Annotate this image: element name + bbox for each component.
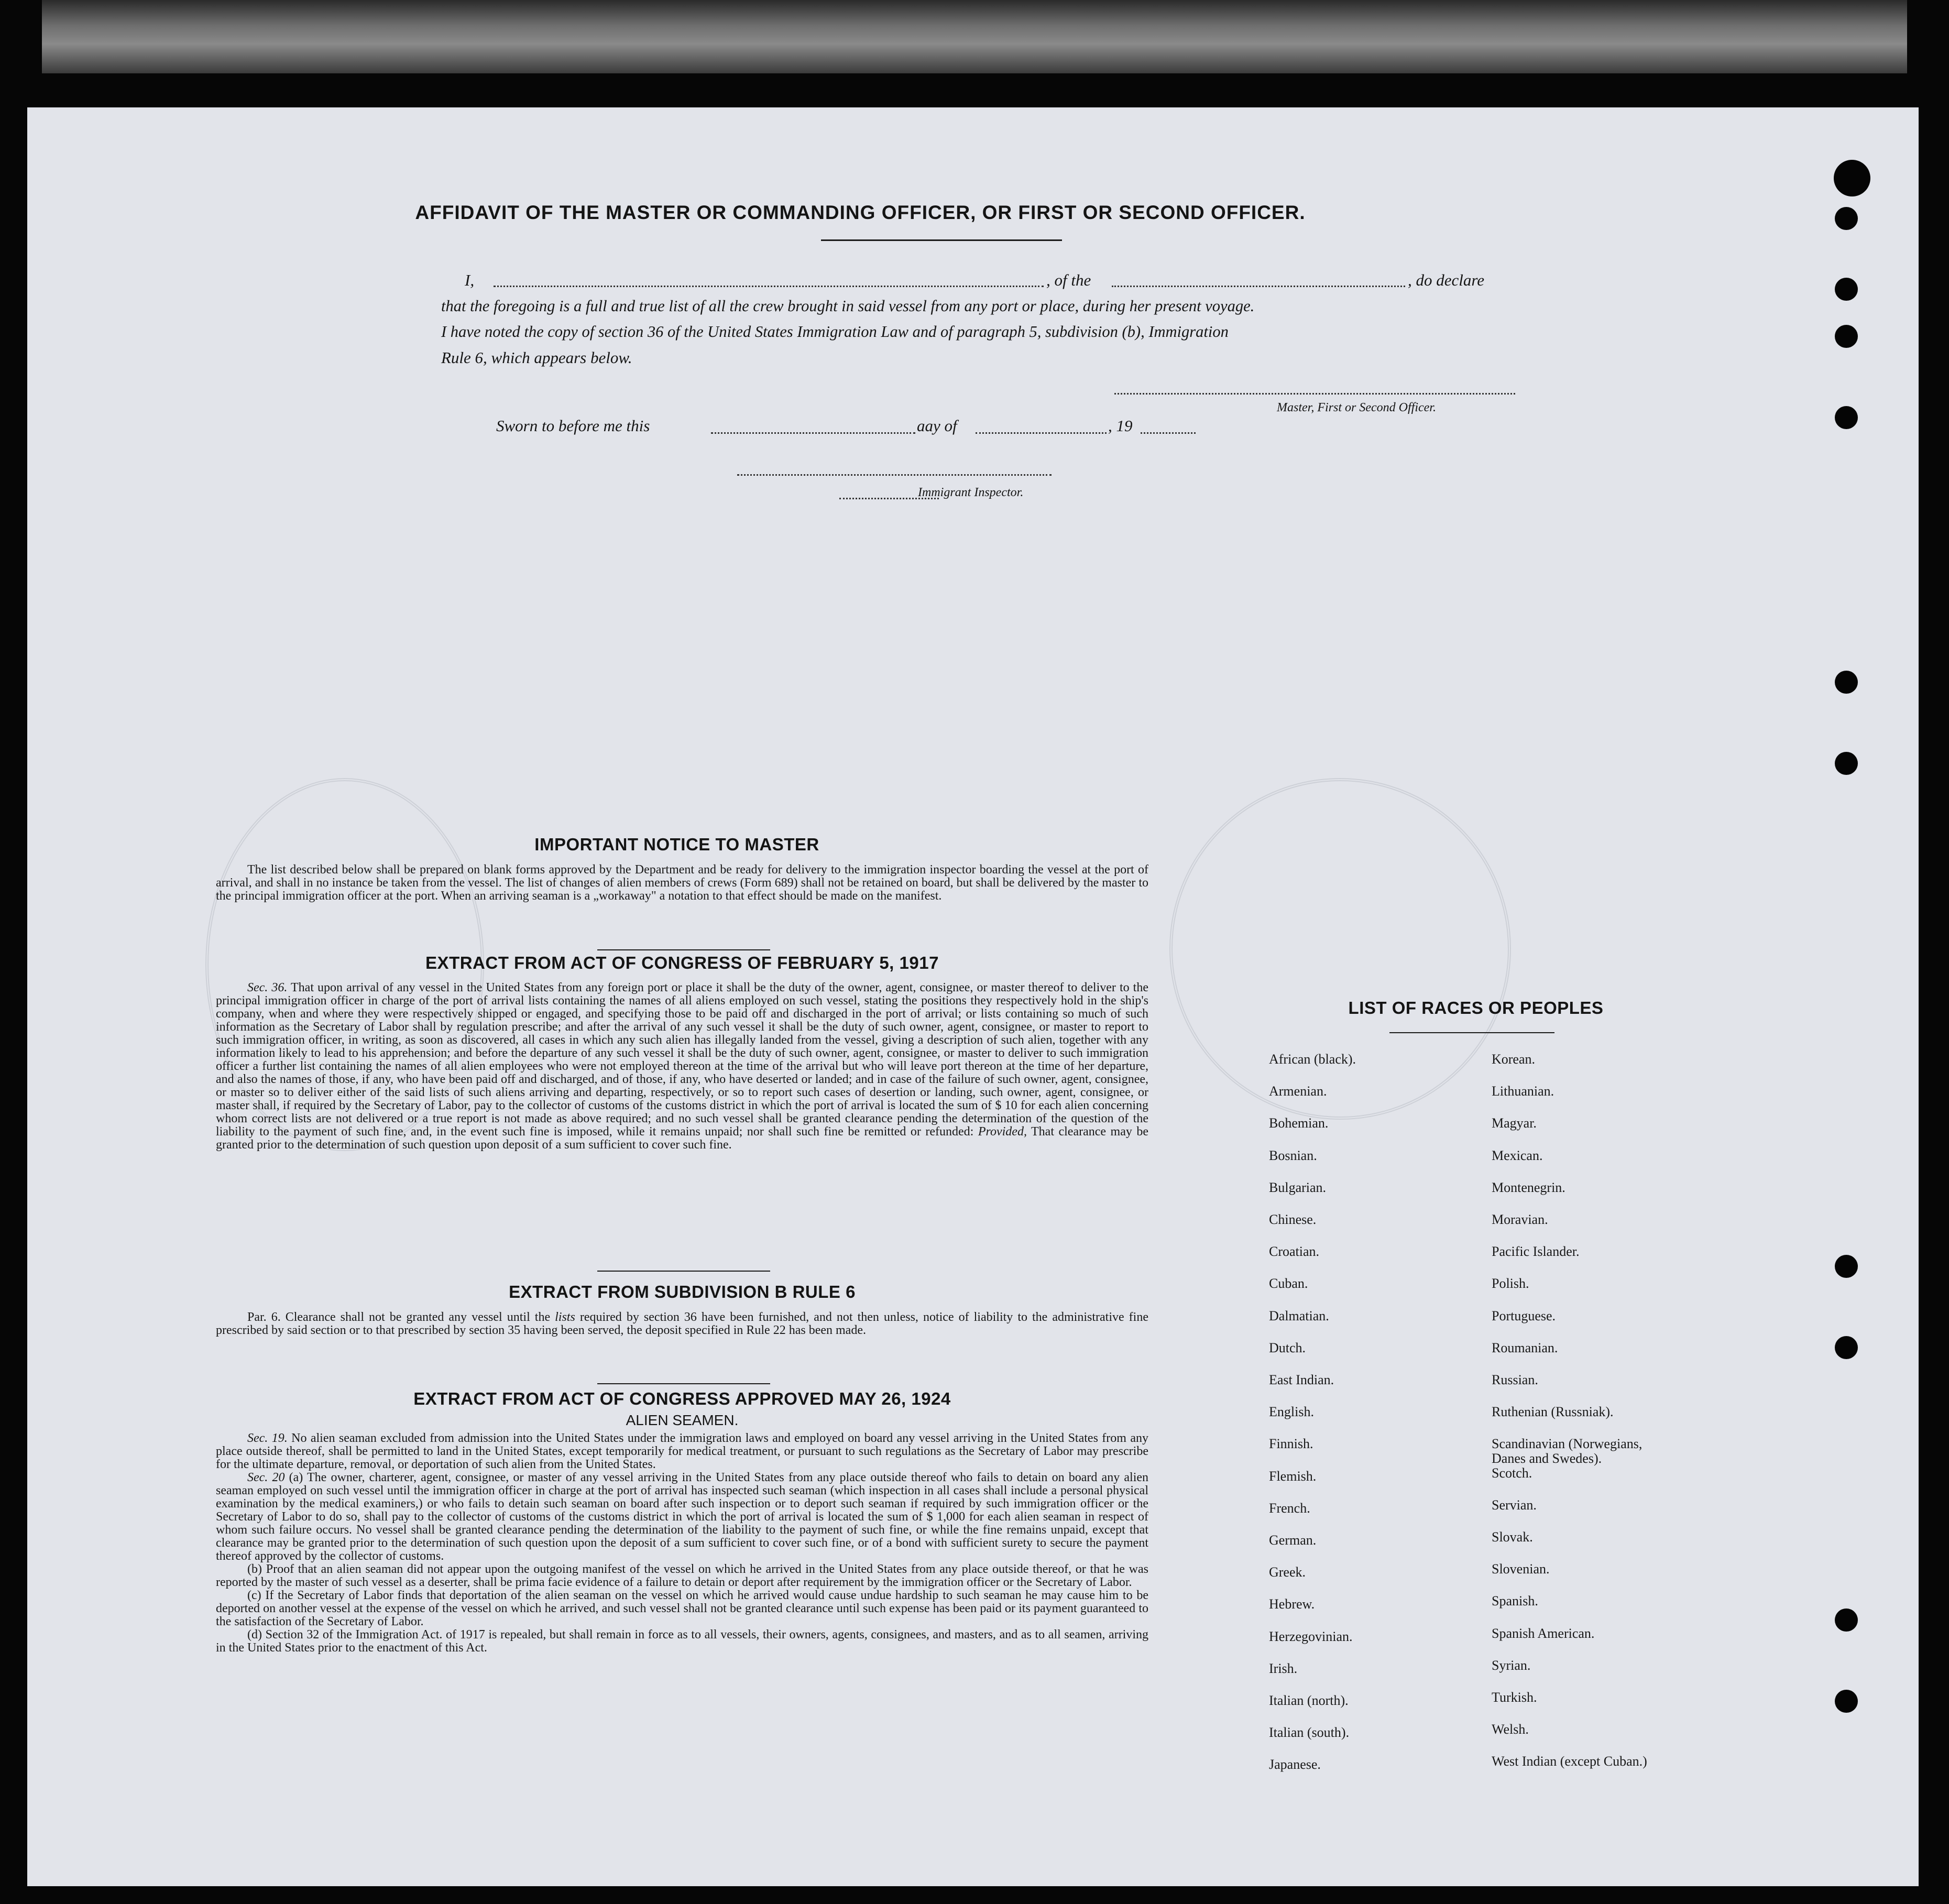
- race-entry: Bohemian.: [1269, 1115, 1329, 1131]
- sworn-year-field[interactable]: [1141, 432, 1196, 434]
- race-entry: East Indian.: [1269, 1372, 1334, 1387]
- race-entry: Hebrew.: [1269, 1596, 1315, 1612]
- race-entry: Welsh.: [1492, 1722, 1529, 1737]
- race-entry: Portuguese.: [1492, 1308, 1556, 1323]
- bleed-through: [90, 233, 95, 258]
- declaration-line-1: [465, 271, 1513, 292]
- divider: [597, 949, 770, 950]
- declarant-name-field[interactable]: [494, 286, 1044, 287]
- scanner-edge: [42, 0, 1907, 73]
- binder-hole: [1835, 325, 1858, 348]
- binder-hole: [1835, 1336, 1858, 1359]
- inspector-caption: Immigrant Inspector.: [918, 486, 1024, 499]
- officer-signature-field[interactable]: [1114, 393, 1515, 395]
- race-entry: English.: [1269, 1404, 1314, 1420]
- notice-text: [216, 863, 1148, 903]
- race-entry: Finnish.: [1269, 1436, 1313, 1452]
- race-entry: West Indian (except Cuban.): [1492, 1754, 1647, 1769]
- race-entry: Scandinavian (Norwegians, Danes and Swedes).: [1492, 1436, 1643, 1467]
- races-title: LIST OF RACES OR PEOPLES: [1348, 998, 1604, 1017]
- race-entry: Italian (south).: [1269, 1725, 1350, 1741]
- bleed-through-stamp: [1169, 778, 1511, 1120]
- officer-caption: Master, First or Second Officer.: [1277, 401, 1436, 414]
- vessel-name-field[interactable]: [1112, 286, 1405, 287]
- race-entry: German.: [1269, 1533, 1317, 1548]
- binder-hole: [1835, 406, 1858, 429]
- divider: [597, 1271, 770, 1272]
- extract-1917-text: [216, 981, 1148, 1152]
- race-entry: Irish.: [1269, 1660, 1298, 1676]
- race-entry: Italian (north).: [1269, 1693, 1349, 1708]
- binder-hole: [1835, 1608, 1858, 1632]
- race-entry: Bulgarian.: [1269, 1179, 1327, 1195]
- race-entry: Polish.: [1492, 1276, 1529, 1292]
- of-the-label: , of the: [1046, 271, 1091, 289]
- race-entry: African (black).: [1269, 1052, 1356, 1067]
- declarant-prefix: I,: [465, 271, 475, 289]
- binder-hole: [1835, 752, 1858, 775]
- race-entry: Dutch.: [1269, 1340, 1306, 1355]
- race-entry: Scotch.: [1492, 1465, 1532, 1481]
- race-entry: Slovenian.: [1492, 1561, 1550, 1577]
- race-entry: Greek.: [1269, 1564, 1306, 1580]
- provided-word: Provided,: [978, 1125, 1027, 1139]
- extract-1924-title: EXTRACT FROM ACT OF CONGRESS APPROVED MAY 26, 1924: [413, 1389, 951, 1408]
- race-entry: Spanish.: [1492, 1593, 1538, 1609]
- race-entry: Cuban.: [1269, 1276, 1308, 1292]
- divider: [597, 1383, 770, 1384]
- binder-hole: [1835, 207, 1858, 230]
- declaration-line-3: I have noted the copy of section 36 of the United States Immigration Law and of paragraph 5, subdivision (b), Immigration: [441, 323, 1229, 341]
- sec-19-label: Sec. 19.: [247, 1431, 288, 1445]
- rule-6-body-b: required by section 36 have been furnished, and not then unless, notice of liability to the administrative fine prescribed by said section or to that prescribed by section 35 having been served, the deposit specified in Rule 22 has been made.: [216, 1310, 1148, 1337]
- race-entry: Lithuanian.: [1492, 1084, 1554, 1099]
- binder-hole: [1835, 278, 1858, 301]
- affidavit-title: AFFIDAVIT OF THE MASTER OR COMMANDING OFFICER, OR FIRST OR SECOND OFFICER.: [415, 202, 1306, 223]
- sec-20-label: Sec. 20: [247, 1471, 285, 1484]
- binder-hole: [1835, 1690, 1858, 1713]
- race-entry: Croatian.: [1269, 1244, 1320, 1260]
- race-entry: Spanish American.: [1492, 1625, 1595, 1641]
- lists-word: lists: [555, 1310, 575, 1324]
- notice-paragraph: The list described below shall be prepared on blank forms approved by the Department and be ready for delivery to the immigration inspector boarding the vessel at the port of arrival, and shall in no instance be taken from the vessel. The list of changes of alien members of crews (Form 689) shall not be retained on board, but shall be delivered by the master to the principal immigration officer at the port. When an arriving seaman is a „workaway" a notation to that effect should be made on the manifest.: [216, 863, 1148, 903]
- notice-title: IMPORTANT NOTICE TO MASTER: [534, 835, 819, 854]
- divider: [821, 239, 1062, 241]
- sec-20c-body: (c) If the Secretary of Labor finds that deportation of the alien seaman on the vessel on which he arrived would cause undue hardship to such seaman he may cause him to be deported on another vessel at the expense of the vessel on which he arrived, and such vessel shall not be granted clearance until such expense has been paid or its payment guaranteed to the satisfaction of the Secretary of Labor.: [216, 1589, 1148, 1628]
- binder-hole: [1835, 1255, 1858, 1278]
- sworn-month-field[interactable]: [976, 432, 1107, 434]
- declaration-line-4: Rule 6, which appears below.: [441, 348, 632, 367]
- sworn-prefix: Sworn to before me this: [496, 417, 650, 435]
- race-entry: Mexican.: [1492, 1147, 1543, 1163]
- extract-1917-title: EXTRACT FROM ACT OF CONGRESS OF FEBRUARY 5, 1917: [425, 953, 939, 972]
- rule-6-text: [216, 1311, 1148, 1337]
- sworn-day-field[interactable]: [711, 432, 915, 434]
- race-entry: Montenegrin.: [1492, 1179, 1565, 1195]
- sec-36-body-end: That clearance may be granted prior to the determination of such question upon deposit of a sum sufficient to cover such fine.: [216, 1125, 1149, 1152]
- alien-seamen-subtitle: ALIEN SEAMEN.: [626, 1412, 739, 1428]
- sworn-day-label: aay of: [917, 417, 957, 435]
- sec-19-body: No alien seaman excluded from admission into the United States under the immigration laws and employed on board any vessel arriving in the United States from any place outside thereof, shall be permitted to land in the United States, except temporarily for medical treatment, or pursuant to such regulations as the Secretary of Labor may prescribe for the ultimate departure, removal, or deportation of such alien from the United States.: [216, 1431, 1149, 1471]
- race-entry: French.: [1269, 1500, 1310, 1516]
- sec-20b-body: (b) Proof that an alien seaman did not appear upon the outgoing manifest of the vessel on which he arrived in the United States from any place outside thereof, or that he was reported by the master of such vessel as a deserter, shall be prima facie evidence of a failure to detain or deport after requirement by the immigration officer or the Secretary of Labor.: [216, 1562, 1148, 1589]
- race-entry: Bosnian.: [1269, 1147, 1317, 1163]
- race-entry: Moravian.: [1492, 1212, 1548, 1227]
- race-entry: Russian.: [1492, 1372, 1538, 1387]
- divider: [1389, 1032, 1554, 1033]
- rule-6-title: EXTRACT FROM SUBDIVISION B RULE 6: [509, 1282, 856, 1301]
- race-entry: Pacific Islander.: [1492, 1244, 1580, 1260]
- race-entry: Ruthenian (Russniak).: [1492, 1404, 1614, 1420]
- race-entry: Chinese.: [1269, 1212, 1317, 1227]
- rule-6-body-a: Par. 6. Clearance shall not be granted any vessel until the: [247, 1310, 551, 1324]
- race-entry: Flemish.: [1269, 1468, 1317, 1484]
- race-entry: Magyar.: [1492, 1115, 1537, 1131]
- do-declare-label: , do declare: [1408, 271, 1485, 289]
- race-entry: Syrian.: [1492, 1657, 1531, 1673]
- sec-20d-body: (d) Section 32 of the Immigration Act. of 1917 is repealed, but shall remain in force as to all vessels, their owners, agents, consignees, and masters, and as to all seamen, arriving in the United States prior to the enactment of this Act.: [216, 1628, 1148, 1655]
- binder-hole: [1834, 160, 1870, 196]
- sec-36-body: That upon arrival of any vessel in the United States from any foreign port or place it shall be the duty of the owner, agent, consignee, or master thereof to deliver to the principal immigration officer in charge of the port of arrival lists containing the names of all aliens employed on such vessel, stating the positions they respectively hold in the ship's company, when and where they were respectively shipped or engaged, and specifying those to be paid off and discharged in the port of arrival; or lists containing so much of such information as the Secretary of Labor shall by regulation prescribe; and after the arrival of any such vessel it shall be the duty of such owner, agent, consignee, or master to report to such immigration officer, in writing, as soon as discovered, all cases in which any such alien has illegally landed from the vessel, giving a description of such alien, together with any information likely to lead to his apprehension; and before the departure of any such vessel it shall be the duty of such owner, agent, consignee, or master to deliver to such immigration officer a further list containing the names of all alien employees who were not employed thereon at the time of the arrival but who will leave port thereon at the time of her departure, and also the names of those, if any, who have been paid off and discharged, and of those, if any, who have deserted or landed; and in case of the failure of such owner, agent, consignee, or master so to deliver either of the said lists of such aliens arriving and departing, respectively, or so to report such cases of desertion or landing, such owner, agent, consignee, or master shall, if required by the Secretary of Labor, pay to the collector of customs of the customs district in which the port of arrival is located the sum of $ 10 for each alien concerning whom correct lists are not delivered or a true report is not made as above required; and no such vessel shall be granted clearance pending the determination of the question of the liability to the payment of such fine, and, in the event such fine is imposed, while it remains unpaid; nor shall such fine be remitted or refunded:: [216, 981, 1148, 1139]
- sec-36-label: Sec. 36.: [247, 981, 288, 994]
- race-entry: Dalmatian.: [1269, 1308, 1329, 1323]
- inspector-line-upper[interactable]: [737, 474, 1052, 476]
- race-entry: Armenian.: [1269, 1084, 1327, 1099]
- binder-hole: [1835, 671, 1858, 694]
- race-entry: Japanese.: [1269, 1757, 1321, 1772]
- extract-1924-text: [216, 1432, 1148, 1655]
- sec-20a-body: (a) The owner, charterer, agent, consignee, or master of any vessel arriving in the United States from any place outside thereof who fails to detain on board any alien seaman employed on such vessel until the immigration officer in charge at the port of arrival has inspected such seaman (which inspection in all cases shall include a personal physical examination by the medical examiners,) or who fails to detain such seaman on board after such inspection or to deport such seaman if required by such immigration officer or the Secretary of Labor to do so, shall pay to the collector of customs of the customs district in which the port of arrival is located the sum of $ 1,000 for each alien seaman in respect of whom such failure occurs. No vessel shall be granted clearance pending the determination of the liability to the payment of such fine, or while the fine remains unpaid, except that clearance may be granted prior to the determination of such question upon the deposit of a sum sufficient to cover such fine, or of a bond with sufficient surety to secure the payment thereof approved by the collector of customs.: [216, 1471, 1149, 1563]
- race-entry: Servian.: [1492, 1497, 1537, 1513]
- manifest-page: [27, 107, 1919, 1886]
- sworn-year-label: , 19: [1108, 417, 1133, 435]
- race-entry: Turkish.: [1492, 1690, 1537, 1705]
- race-entry: Roumanian.: [1492, 1340, 1558, 1355]
- race-entry: Herzegovinian.: [1269, 1628, 1353, 1644]
- race-entry: Slovak.: [1492, 1529, 1533, 1545]
- race-entry: Korean.: [1492, 1052, 1536, 1067]
- declaration-line-2: that the foregoing is a full and true list of all the crew brought in said vessel from any port or place, during her present voyage.: [441, 297, 1255, 315]
